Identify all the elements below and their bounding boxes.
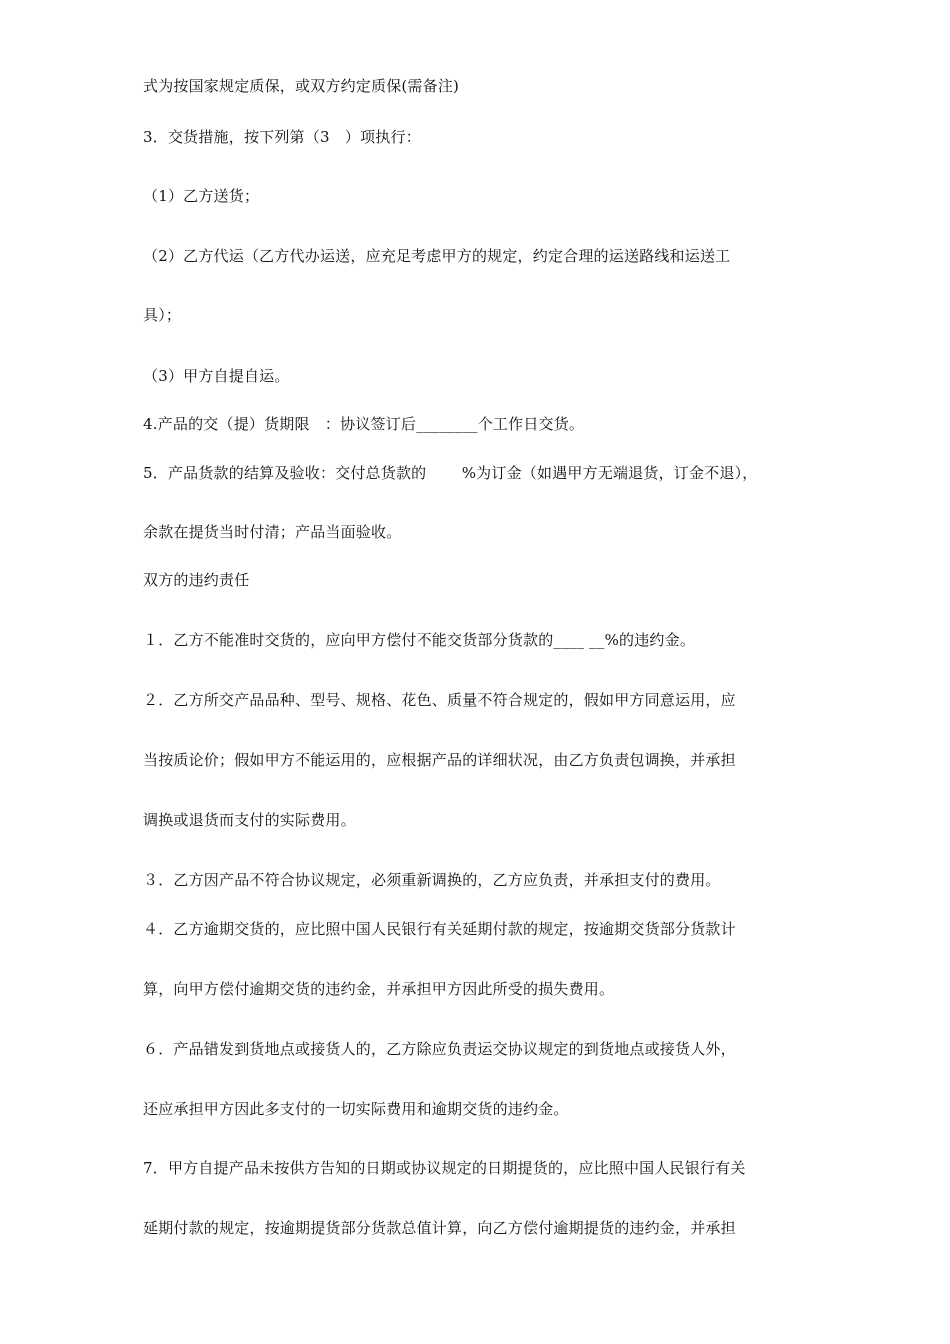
text-line: （3）甲方自提自运。 — [143, 367, 290, 385]
text-line: 当按质论价；假如甲方不能运用的，应根据产品的详细状况，由乙方负责包调换，并承担 — [143, 751, 736, 769]
text-line: 4.产品的交（提）货期限 ：协议签订后________个工作日交货。 — [143, 415, 585, 433]
text-line: ２．乙方所交产品品种、型号、规格、花色、质量不符合规定的，假如甲方同意运用，应 — [143, 691, 736, 709]
text-line: 余款在提货当时付清；产品当面验收。 — [143, 523, 402, 541]
section-heading: 双方的违约责任 — [143, 571, 250, 589]
text-line: ３．乙方因产品不符合协议规定，必须重新调换的，乙方应负责，并承担支付的费用。 — [143, 871, 721, 889]
text-line: 延期付款的规定，按逾期提货部分货款总值计算，向乙方偿付逾期提货的违约金，并承担 — [143, 1219, 736, 1237]
text-line: 5．产品货款的结算及验收：交付总货款的 %为订金（如遇甲方无端退货，订金不退）， — [143, 464, 758, 482]
text-line: 还应承担甲方因此多支付的一切实际费用和逾期交货的违约金。 — [143, 1100, 569, 1118]
text-line: （2）乙方代运（乙方代办运送，应充足考虑甲方的规定，约定合理的运送路线和运送工 — [143, 247, 731, 265]
text-line: 调换或退货而支付的实际费用。 — [143, 811, 356, 829]
text-line: ４．乙方逾期交货的，应比照中国人民银行有关延期付款的规定，按逾期交货部分货款计 — [143, 920, 736, 938]
text-line: 式为按国家规定质保，或双方约定质保(需备注) — [143, 77, 460, 95]
text-line: 3．交货措施，按下列第（3 ）项执行： — [143, 128, 421, 146]
text-line: 算，向甲方偿付逾期交货的违约金，并承担甲方因此所受的损失费用。 — [143, 980, 615, 998]
text-line: ６．产品错发到货地点或接货人的，乙方除应负责运交协议规定的到货地点或接货人外， — [143, 1040, 736, 1058]
text-line: 具）； — [143, 306, 182, 324]
text-line: （1）乙方送货； — [143, 187, 260, 205]
text-line: 7．甲方自提产品未按供方告知的日期或协议规定的日期提货的，应比照中国人民银行有关 — [143, 1159, 746, 1177]
text-line: １．乙方不能准时交货的，应向甲方偿付不能交货部分货款的____ __%的违约金。 — [143, 631, 696, 649]
